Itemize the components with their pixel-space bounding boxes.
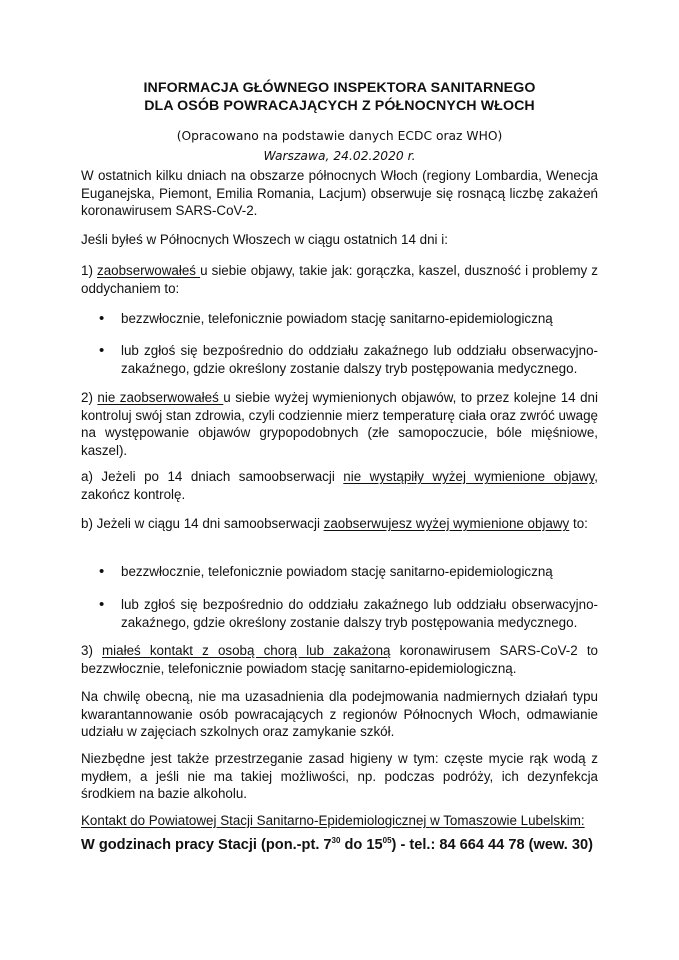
case2-prefix: 2) xyxy=(81,390,98,405)
hours-suffix-phone: ) - tel.: 84 664 44 78 (wew. 30) xyxy=(391,837,593,853)
intro-paragraph: W ostatnich kilku dniach na obszarze północnych Włoch (regiony Lombardia, Wenecja Euganejska, Piemont, Emilia Romania, Lacjum) obserwuje się rosnącą liczbę zakażeń koronawirusem SARS-CoV-2. xyxy=(81,168,598,219)
issue-date: Warszawa, 24.02.2020 r. xyxy=(263,149,416,163)
bullet-icon: • xyxy=(99,342,105,359)
source-note: (Opracowano na podstawie danych ECDC oraz WHO) xyxy=(176,129,503,143)
case2b-rest: to: xyxy=(569,516,588,531)
case2b-prefix: b) Jeżeli w ciągu 14 dni samoobserwacji xyxy=(81,516,324,531)
case2-rest: u siebie wyżej wymienionych objawów, to przez kolejne 14 dni kontroluj swój stan zdrowia, czyli codziennie mierz temperaturę ciała oraz zwróć uwagę na występowanie objawów grypopodobnych (złe samopoczucie, bóle mięśniowe, kaszel). xyxy=(81,390,598,458)
hours-prefix: W godzinach pracy Stacji (pon.-pt. 7 xyxy=(81,837,332,853)
case2-paragraph xyxy=(81,389,598,459)
bullet-icon: • xyxy=(99,310,105,327)
case2a-underlined: nie wystąpiły wyżej wymienione objawy xyxy=(343,469,595,484)
bullet-icon: • xyxy=(99,596,105,613)
case2a-rest: , zakończ kontrolę. xyxy=(81,469,599,502)
document-title-line2: DLA OSÓB POWRACAJĄCYCH Z PÓŁNOCNYCH WŁOCH xyxy=(144,98,535,114)
case1-rest: u siebie objawy, takie jak: gorączka, kaszel, duszność i problemy z oddychaniem to: xyxy=(81,263,598,296)
case2-underlined: nie zaobserwowałeś xyxy=(97,390,224,405)
hours-start-minutes: 30 xyxy=(331,836,341,845)
case3-rest: koronawirusem SARS-CoV-2 to bezzwłocznie, telefonicznie powiadom stację sanitarno-epidemiologiczną. xyxy=(81,643,598,676)
bullet-icon: • xyxy=(99,563,105,580)
case1-bullet-1: bezzwłocznie, telefonicznie powiadom stację sanitarno-epidemiologiczną xyxy=(121,311,553,326)
hours-end-minutes: 05 xyxy=(382,836,392,845)
case3-paragraph xyxy=(81,642,598,677)
hygiene-paragraph: Niezbędne jest także przestrzeganie zasad higieny w tym: częste mycie rąk wodą z mydłem, a jeśli nie ma takiej możliwości, np. podczas podróży, ich dezynfekcja środkiem na bazie alkoholu. xyxy=(81,751,598,802)
case2a-prefix: a) Jeżeli po 14 dniach samoobserwacji xyxy=(81,469,344,484)
case2a-paragraph xyxy=(81,468,598,503)
case3-underlined: miałeś kontakt z osobą chorą lub zakażoną xyxy=(102,643,391,658)
case2b-bullet-2: lub zgłoś się bezpośrednio do oddziału zakaźnego lub oddziału obserwacyjno-zakaźnego, gdzie określony zostanie dalszy tryb postępowania medycznego. xyxy=(121,597,598,630)
hours-mid: do 15 xyxy=(340,837,383,853)
case2b-paragraph xyxy=(81,515,598,533)
contact-heading-text: Kontakt do Powiatowej Stacji Sanitarno-Epidemiologicznej w Tomaszowie Lubelskim: xyxy=(81,813,585,828)
case1-bullet-2: lub zgłoś się bezpośrednio do oddziału zakaźnego lub oddziału obserwacyjno-zakaźnego, gdzie określony zostanie dalszy tryb postępowania medycznego. xyxy=(121,343,598,376)
policy-paragraph: Na chwilę obecną, nie ma uzasadnienia dla podejmowania nadmiernych działań typu kwarantannowanie osób powracających z regionów Północnych Włoch, odmawianie udziału w zajęciach szkolnych oraz zamykanie szkół. xyxy=(81,689,598,740)
case1-underlined: zaobserwowałeś xyxy=(97,263,201,278)
condition-paragraph: Jeśli byłeś w Północnych Włoszech w ciągu ostatnich 14 dni i: xyxy=(81,232,448,247)
case2b-underlined: zaobserwujesz wyżej wymienione objawy xyxy=(323,516,570,531)
case2b-bullet-1: bezzwłocznie, telefonicznie powiadom stację sanitarno-epidemiologiczną xyxy=(121,564,553,579)
contact-heading xyxy=(81,812,598,830)
document-title-line1: INFORMACJA GŁÓWNEGO INSPEKTORA SANITARNEGO xyxy=(143,80,536,96)
case3-prefix: 3) xyxy=(81,643,103,658)
case1-paragraph xyxy=(81,262,598,297)
case1-prefix: 1) xyxy=(81,263,97,278)
contact-hours-line xyxy=(81,836,621,854)
